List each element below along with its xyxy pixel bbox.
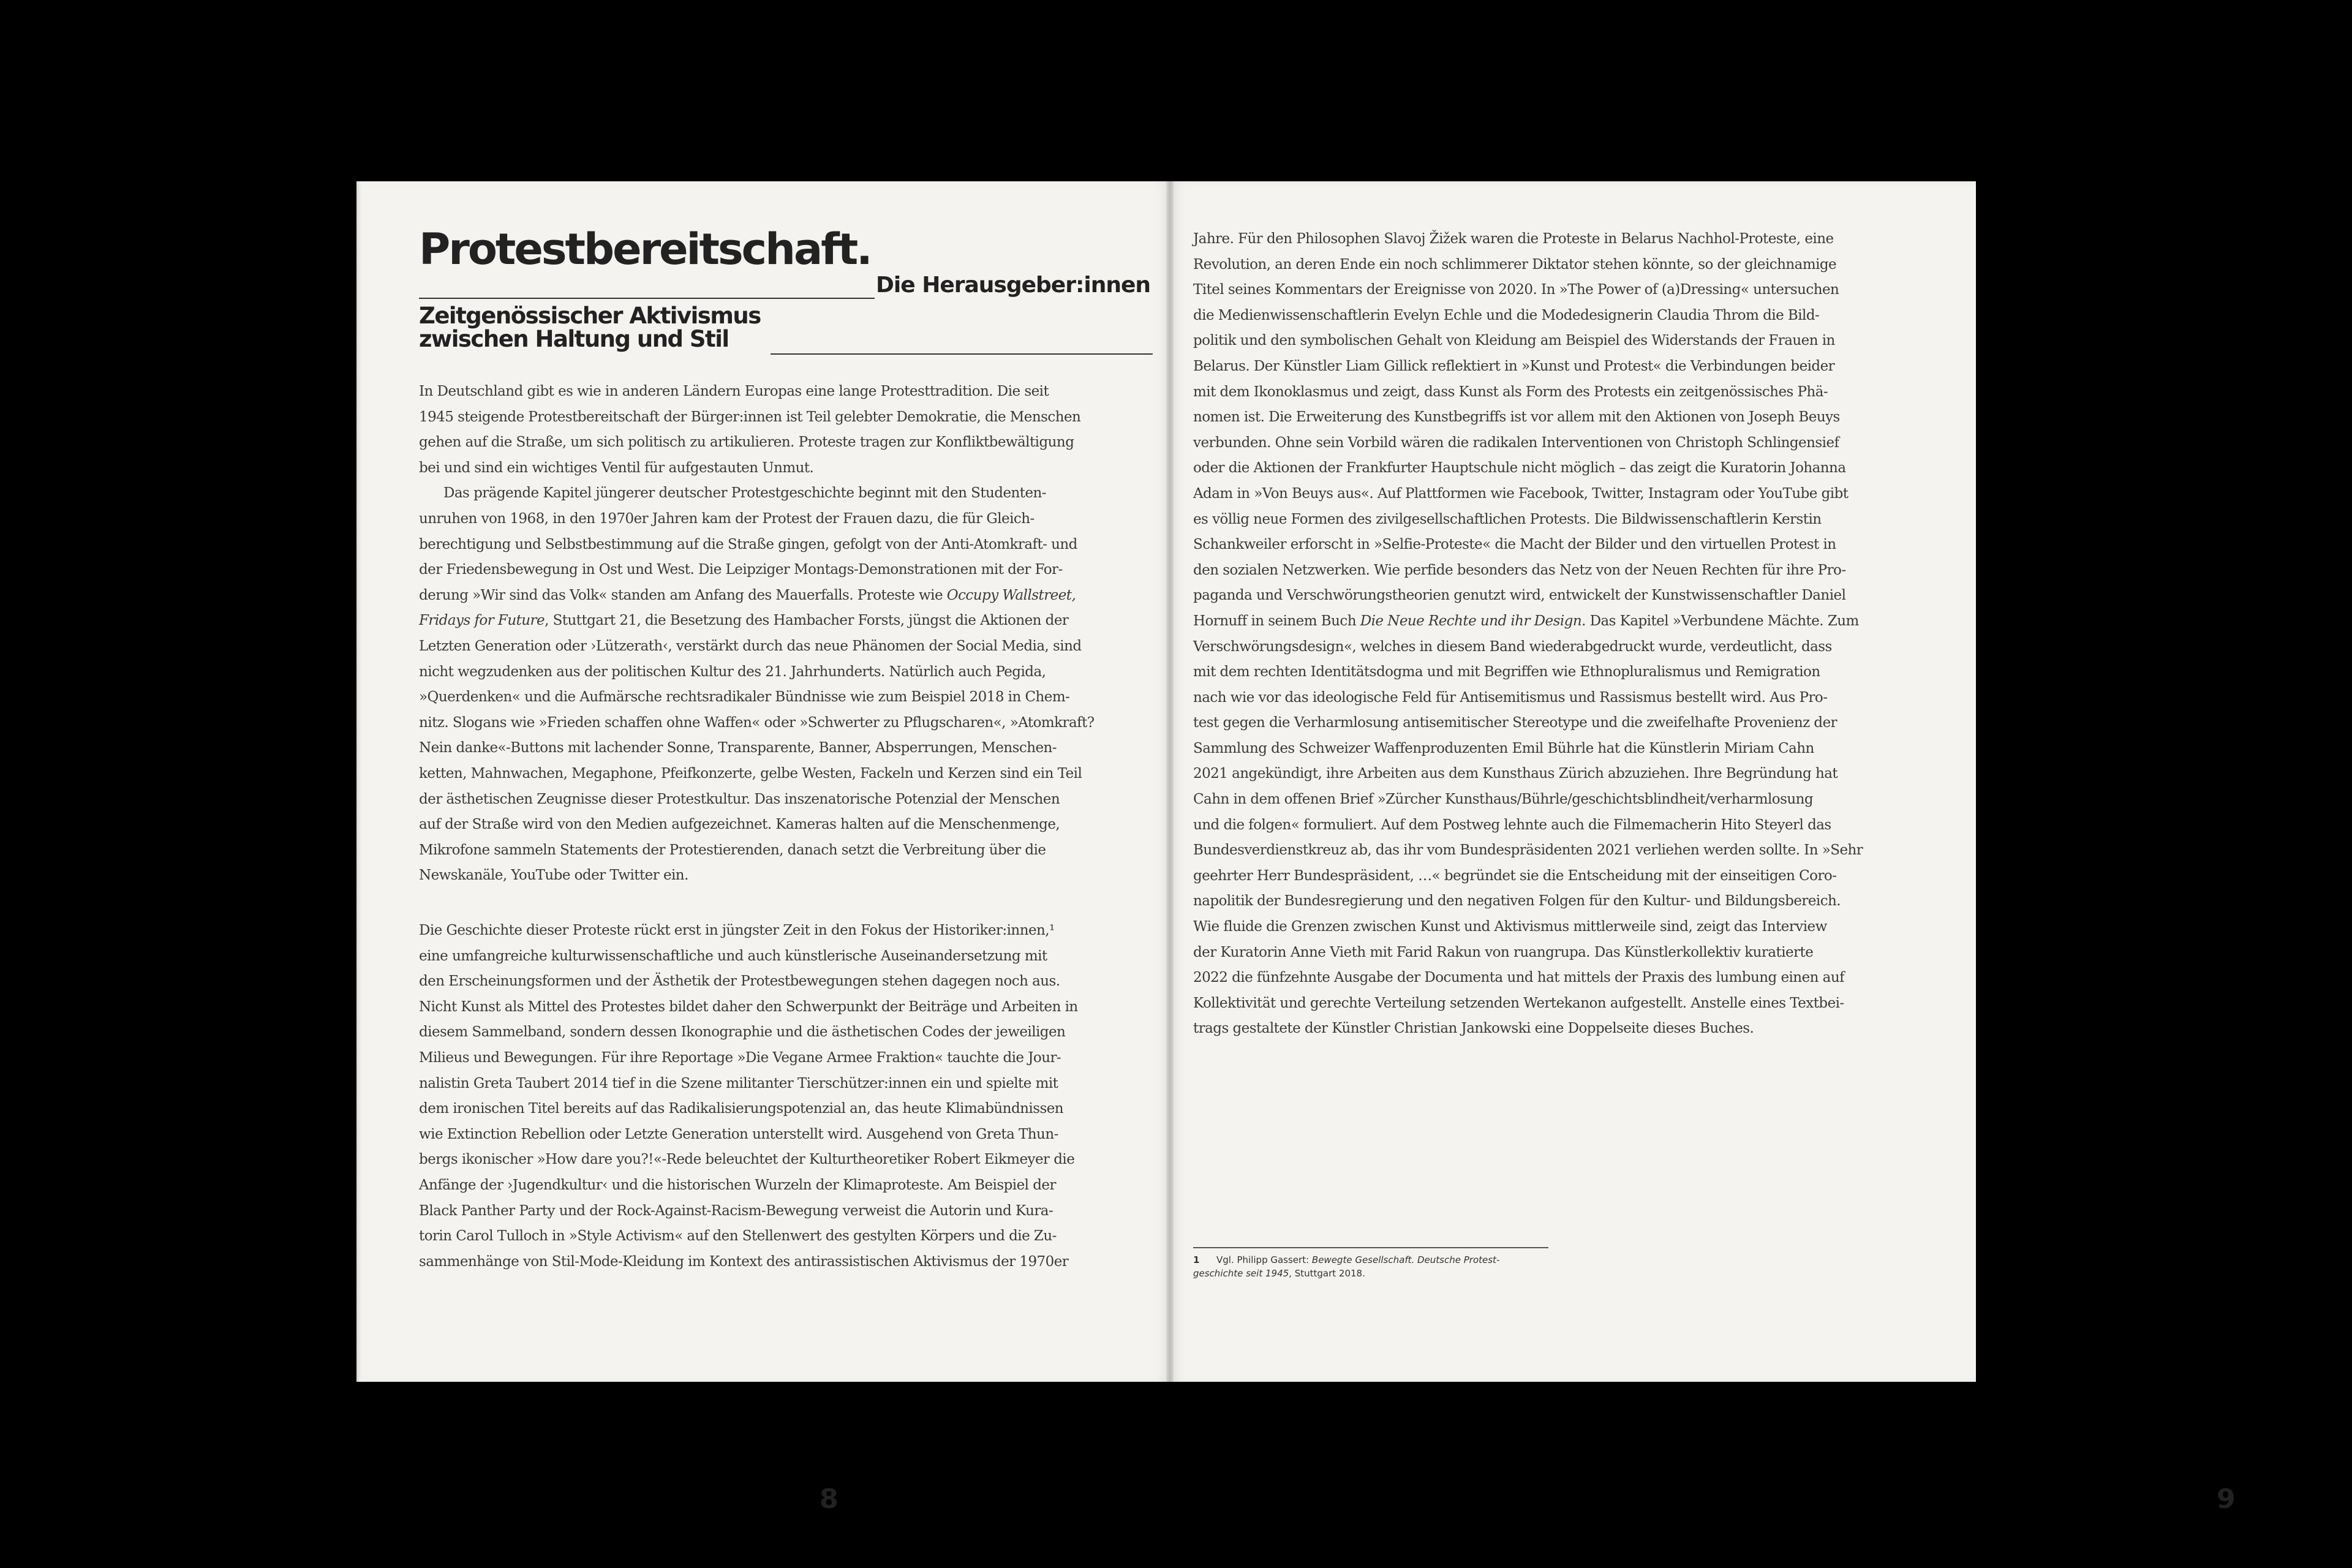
text-line: verbunden. Ohne sein Vorbild wären die radikalen Interventionen von Christoph Schlingensief (1193, 434, 1839, 451)
footnote-number: 1 (1193, 1254, 1200, 1265)
book-gutter (1166, 181, 1174, 1382)
text-line: Milieus und Bewegungen. Für ihre Reportage »Die Vegane Armee Fraktion« tauchte die Jour- (419, 1049, 1061, 1066)
chapter-title: Protestbereitschaft. (419, 224, 871, 274)
text-line: nicht wegzudenken aus der politischen Kultur des 21. Jahrhunderts. Natürlich auch Pegida, (419, 663, 1046, 680)
italic-text: Occupy Wallstreet, (946, 587, 1076, 603)
footnote-line (1193, 1253, 1499, 1267)
text-line: 2022 die fünfzehnte Ausgabe der Documenta und hat mittels der Praxis des lumbung einen auf (1193, 970, 1845, 986)
page-number-left: 8 (820, 1483, 839, 1515)
text-line: Bundesverdienstkreuz ab, das ihr vom Bundespräsidenten 2021 verliehen werden sollte. In »Sehr (1193, 842, 1863, 859)
text-line: 1945 steigende Protestbereitschaft der Bürger:innen ist Teil gelebter Demokratie, die Menschen (419, 409, 1081, 425)
text-line: Jahre. Für den Philosophen Slavoj Žižek waren die Proteste in Belarus Nachhol-Proteste, eine (1193, 231, 1834, 247)
text-line: die Medienwissenschaftlerin Evelyn Echle und die Modedesignerin Claudia Throm die Bild- (1193, 307, 1820, 323)
footnote-title: geschichte seit 1945 (1193, 1268, 1289, 1279)
text-line: gehen auf die Straße, um sich politisch zu artikulieren. Proteste tragen zur Konfliktbewältigung (419, 434, 1074, 451)
text-line: der ästhetischen Zeugnisse dieser Protestkultur. Das inszenatorische Potenzial der Menschen (419, 791, 1060, 807)
text-line: Sammlung des Schweizer Waffenproduzenten Emil Bührle hat die Künstlerin Miriam Cahn (1193, 740, 1814, 756)
footnote-text: Vgl. Philipp Gassert: (1216, 1254, 1312, 1265)
text-line: Adam in »Von Beuys aus«. Auf Plattformen wie Facebook, Twitter, Instagram oder YouTube gibt (1193, 485, 1849, 502)
footnote-text: , Stuttgart 2018. (1289, 1268, 1365, 1279)
text-line: den Erscheinungsformen und der Ästhetik der Protestbewegungen stehen dagegen noch aus. (419, 973, 1060, 990)
text-run: , Stuttgart 21, die Besetzung des Hambacher Forsts, jüngst die Aktionen der (545, 612, 1069, 629)
footnote-line (1193, 1267, 1499, 1280)
text-line: wie Extinction Rebellion oder Letzte Generation unterstellt wird. Ausgehend von Greta Thun- (419, 1126, 1058, 1142)
text-line: geehrter Herr Bundespräsident, …« begründet sie die Entscheidung mit der einseitigen Coro- (1193, 867, 1837, 884)
text-line: Nein danke«-Buttons mit lachender Sonne, Transparente, Banner, Absperrungen, Menschen- (419, 740, 1057, 756)
text-line: politik und den symbolischen Gehalt von Kleidung am Beispiel des Widerstands der Frauen in (1193, 333, 1835, 349)
body-text-block-2 (419, 918, 1078, 1275)
text-line: bergs ikonischer »How dare you?!«-Rede beleuchtet der Kulturtheoretiker Robert Eikmeyer die (419, 1152, 1075, 1168)
text-line: torin Carol Tulloch in »Style Activism« auf den Stellenwert des gestylten Körpers und die Zu- (419, 1228, 1057, 1245)
text-line: nitz. Slogans wie »Frieden schaffen ohne Waffen« oder »Schwerter zu Pflugscharen«, »Atomkraft? (419, 714, 1095, 731)
footnote-title: Bewegte Gesellschaft. Deutsche Protest- (1311, 1254, 1500, 1265)
text-run: . Das Kapitel »Verbundene Mächte. Zum (1581, 612, 1859, 629)
page-edge (356, 181, 363, 1382)
italic-text: Fridays for Future (419, 612, 545, 629)
text-line (1193, 609, 1863, 635)
text-line (419, 608, 1095, 634)
text-line: Mikrofone sammeln Statements der Protestierenden, danach setzt die Verbreitung über die (419, 842, 1046, 858)
text-line: nach wie vor das ideologische Feld für Antisemitismus und Rassismus bestellt wird. Aus Pro- (1193, 689, 1828, 706)
text-run: derung »Wir sind das Volk« standen am Anfang des Mauerfalls. Proteste wie (419, 587, 947, 603)
text-line: nomen ist. Die Erweiterung des Kunstbegriffs ist vor allem mit den Aktionen von Joseph Beuys (1193, 409, 1840, 426)
subtitle-line: zwischen Haltung und Stil (419, 326, 729, 352)
footnote (1193, 1253, 1499, 1280)
text-line: napolitik der Bundesregierung und den negativen Folgen für den Kultur- und Bildungsbereich. (1193, 893, 1841, 910)
text-line: Wie fluide die Grenzen zwischen Kunst und Aktivismus mittlerweile sind, zeigt das Interview (1193, 919, 1827, 935)
text-line: Kollektivität und gerechte Verteilung setzenden Wertekanon aufgestellt. Anstelle eines Textbei- (1193, 995, 1844, 1011)
text-line: Anfänge der ›Jugendkultur‹ und die historischen Wurzeln der Klimaproteste. Am Beispiel der (419, 1177, 1056, 1193)
text-line: In Deutschland gibt es wie in anderen Ländern Europas eine lange Protesttradition. Die seit (419, 383, 1049, 399)
text-line: nalistin Greta Taubert 2014 tief in die Szene militanter Tierschützer:innen ein und spielte mit (419, 1075, 1058, 1091)
text-line: Letzten Generation oder ›Lützerath‹, verstärkt durch das neue Phänomen der Social Media, sind (419, 638, 1082, 654)
text-line: mit dem rechten Identitätsdogma und mit Begriffen wie Ethnopluralismus und Remigration (1193, 664, 1820, 680)
body-text-right (1193, 227, 1863, 1042)
text-line: der Kuratorin Anne Vieth mit Farid Rakun von ruangrupa. Das Künstlerkollektiv kuratierte (1193, 944, 1814, 960)
text-line: Titel seines Kommentars der Ereignisse von 2020. In »The Power of (a)Dressing« untersuchen (1193, 282, 1839, 298)
text-line: diesem Sammelband, sondern dessen Ikonographie und die ästhetischen Codes der jeweiligen (419, 1024, 1066, 1041)
text-line: auf der Straße wird von den Medien aufgezeichnet. Kameras halten auf die Menschenmenge, (419, 816, 1060, 833)
text-line: Revolution, an deren Ende ein noch schlimmerer Diktator stehen könnte, so der gleichnamige (1193, 256, 1837, 273)
text-line: trags gestaltete der Künstler Christian Jankowski eine Doppelseite dieses Buches. (1193, 1020, 1754, 1037)
text-line: »Querdenken« und die Aufmärsche rechtsradikaler Bündnisse wie zum Beispiel 2018 in Chem- (419, 689, 1070, 706)
text-run: Hornuff in seinem Buch (1193, 612, 1360, 629)
text-line: der Friedensbewegung in Ost und West. Die Leipziger Montags-Demonstrationen mit der For- (419, 562, 1063, 578)
text-line: dem ironischen Titel bereits auf das Radikalisierungspotenzial an, das heute Klimabündnissen (419, 1101, 1064, 1117)
text-line: sammenhänge von Stil-Mode-Kleidung im Kontext des antirassistischen Aktivismus der 1970er (419, 1253, 1069, 1270)
text-line: und die folgen« formuliert. Auf dem Postweg lehnte auch die Filmemacherin Hito Steyerl das (1193, 816, 1831, 833)
body-text-block-1 (419, 379, 1095, 889)
text-line: bei und sind ein wichtiges Ventil für aufgestauten Unmut. (419, 459, 814, 476)
text-line: oder die Aktionen der Frankfurter Hauptschule nicht möglich – das zeigt die Kuratorin Johanna (1193, 460, 1846, 477)
italic-text: Die Neue Rechte und ihr Design (1360, 612, 1582, 629)
subtitle-line: Zeitgenössischer Aktivismus (419, 303, 761, 329)
chapter-subtitle (419, 304, 761, 351)
text-line: Black Panther Party und der Rock-Against-Racism-Bewegung verweist die Autorin und Kura- (419, 1202, 1054, 1219)
text-line: unruhen von 1968, in den 1970er Jahren kam der Protest der Frauen dazu, die für Gleich- (419, 510, 1035, 527)
text-line: paganda und Verschwörungstheorien genutzt wird, entwickelt der Kunstwissenschaftler Daniel (1193, 587, 1846, 604)
text-line: ketten, Mahnwachen, Megaphone, Pfeifkonzerte, gelbe Westen, Fackeln und Kerzen sind ein Teil (419, 765, 1082, 782)
text-line: Schankweiler erforscht in »Selfie-Proteste« die Macht der Bilder und den virtuellen Protest in (1193, 537, 1836, 553)
text-line: Nicht Kunst als Mittel des Protestes bildet daher den Schwerpunkt der Beiträge und Arbeiten in (419, 998, 1078, 1015)
text-line: mit dem Ikonoklasmus und zeigt, dass Kunst als Form des Protests ein zeitgenössisches Phä- (1193, 383, 1828, 400)
text-line: Newskanäle, YouTube oder Twitter ein. (419, 867, 688, 884)
text-line: Belarus. Der Künstler Liam Gillick reflektiert in »Kunst und Protest« die Verbindungen beider (1193, 358, 1835, 374)
text-line: berechtigung und Selbstbestimmung auf die Straße gingen, gefolgt von der Anti-Atomkraft- und (419, 536, 1077, 552)
left-page (356, 181, 1170, 1515)
text-line: 2021 angekündigt, ihre Arbeiten aus dem Kunsthaus Zürich abzuziehen. Ihre Begründung hat (1193, 766, 1838, 782)
text-line: eine umfangreiche kulturwissenschaftliche und auch künstlerische Auseinandersetzung mit (419, 948, 1047, 964)
text-line: Cahn in dem offenen Brief »Zürcher Kunsthaus/Bührle/geschichtsblindheit/verharmlosung (1193, 791, 1814, 808)
footnote-rule (1193, 1247, 1548, 1248)
text-line: den sozialen Netzwerken. Wie perfide besonders das Netz von der Neuen Rechten für ihre Pro- (1193, 562, 1846, 578)
title-rule (419, 298, 875, 299)
text-line: test gegen die Verharmlosung antisemitischer Stereotype und die zweifelhafte Provenienz der (1193, 715, 1838, 731)
page-number-right: 9 (2217, 1483, 2236, 1515)
text-line: Das prägende Kapitel jüngerer deutscher Protestgeschichte beginnt mit den Studenten- (443, 485, 1047, 502)
text-line: Die Geschichte dieser Proteste rückt erst in jüngster Zeit in den Fokus der Historiker:innen,¹ (419, 922, 1055, 938)
text-line (419, 583, 1095, 609)
open-book (356, 181, 2236, 1515)
text-line: Verschwörungsdesign«, welches in diesem Band wiederabgedruckt wurde, verdeutlicht, dass (1193, 638, 1832, 655)
subtitle-rule (771, 353, 1153, 355)
chapter-authors: Die Herausgeber:innen (876, 273, 1150, 298)
text-line: es völlig neue Formen des zivilgesellschaftlichen Protests. Die Bildwissenschaftlerin Kerstin (1193, 511, 1822, 527)
